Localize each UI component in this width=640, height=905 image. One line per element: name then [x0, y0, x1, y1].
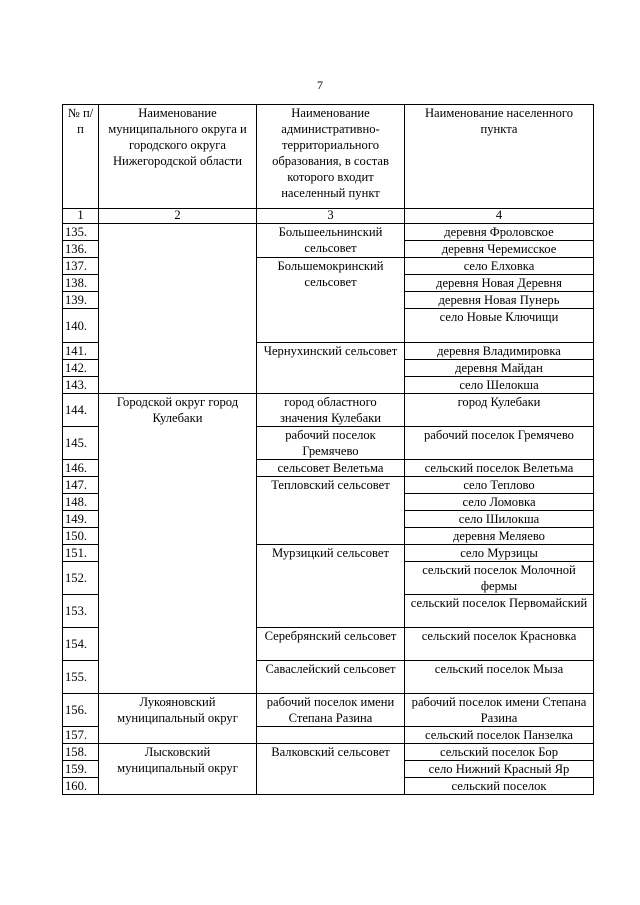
header-settlement: Наименование населенного пункта	[405, 105, 594, 209]
row-number: 153.	[63, 595, 99, 628]
row-number: 152.	[63, 562, 99, 595]
row-number: 142.	[63, 360, 99, 377]
row-number: 146.	[63, 460, 99, 477]
settlement-cell: город Кулебаки	[405, 394, 594, 427]
settlement-cell: село Теплово	[405, 477, 594, 494]
table-row	[63, 224, 594, 241]
settlement-cell: село Мурзицы	[405, 545, 594, 562]
row-number: 136.	[63, 241, 99, 258]
page-number: 7	[317, 78, 323, 92]
row-number: 156.	[63, 694, 99, 727]
admin-unit-cell: сельсовет Велетьма	[257, 460, 405, 477]
column-number-3: 3	[257, 209, 405, 224]
settlement-cell: деревня Новая Пунерь	[405, 292, 594, 309]
settlement-cell: село Шилокша	[405, 511, 594, 528]
row-number: 137.	[63, 258, 99, 275]
row-number: 151.	[63, 545, 99, 562]
okrug-cell-continued	[99, 224, 257, 394]
admin-unit-cell: город областного значения Кулебаки	[257, 394, 405, 427]
settlement-cell: сельский поселок Молочной фермы	[405, 562, 594, 595]
settlement-cell: деревня Фроловское	[405, 224, 594, 241]
admin-unit-cell: рабочий поселок Гремячево	[257, 427, 405, 460]
admin-unit-cell: Валковский сельсовет	[257, 744, 405, 795]
settlement-cell: сельский поселок	[405, 778, 594, 795]
settlement-cell: рабочий поселок имени Степана Разина	[405, 694, 594, 727]
settlement-cell: деревня Майдан	[405, 360, 594, 377]
row-number: 149.	[63, 511, 99, 528]
admin-unit-cell: Серебрянский сельсовет	[257, 628, 405, 661]
header-number: № п/п	[63, 105, 99, 209]
settlement-cell: деревня Меляево	[405, 528, 594, 545]
row-number: 155.	[63, 661, 99, 694]
header-okrug: Наименование муниципального округа и городского округа Нижегородской области	[99, 105, 257, 209]
row-number: 139.	[63, 292, 99, 309]
settlement-cell: сельский поселок Бор	[405, 744, 594, 761]
settlement-cell: сельский поселок Первомайский	[405, 595, 594, 628]
table-row	[63, 394, 594, 427]
settlement-cell: село Новые Ключищи	[405, 309, 594, 343]
row-number: 154.	[63, 628, 99, 661]
row-number: 135.	[63, 224, 99, 241]
row-number: 138.	[63, 275, 99, 292]
row-number: 160.	[63, 778, 99, 795]
table-header-row	[63, 105, 594, 209]
row-number: 144.	[63, 394, 99, 427]
okrug-cell: Лукояновский муниципальный округ	[99, 694, 257, 744]
admin-unit-cell: Мурзицкий сельсовет	[257, 545, 405, 628]
settlement-cell: сельский поселок Панзелка	[405, 727, 594, 744]
settlement-cell: сельский поселок Мыза	[405, 661, 594, 694]
row-number: 143.	[63, 377, 99, 394]
settlements-table	[62, 104, 594, 795]
row-number: 148.	[63, 494, 99, 511]
settlement-cell: село Нижний Красный Яр	[405, 761, 594, 778]
settlement-cell: деревня Владимировка	[405, 343, 594, 360]
settlement-cell: село Елховка	[405, 258, 594, 275]
okrug-cell: Лысковский муниципальный округ	[99, 744, 257, 795]
row-number: 158.	[63, 744, 99, 761]
table-row	[63, 744, 594, 761]
admin-unit-cell: Чернухинский сельсовет	[257, 343, 405, 394]
row-number: 159.	[63, 761, 99, 778]
settlement-cell: село Ломовка	[405, 494, 594, 511]
admin-unit-cell-empty	[257, 727, 405, 744]
settlement-cell: сельский поселок Велетьма	[405, 460, 594, 477]
settlement-cell: село Шелокша	[405, 377, 594, 394]
admin-unit-cell: Саваслейский сельсовет	[257, 661, 405, 694]
row-number: 141.	[63, 343, 99, 360]
okrug-cell: Городской округ город Кулебаки	[99, 394, 257, 694]
header-admin-unit: Наименование административно-территориального образования, в состав которого входит населенный пункт	[257, 105, 405, 209]
admin-unit-cell: Тепловский сельсовет	[257, 477, 405, 545]
admin-unit-cell: Большемокринский сельсовет	[257, 258, 405, 343]
row-number: 140.	[63, 309, 99, 343]
settlement-cell: деревня Черемисское	[405, 241, 594, 258]
settlement-cell: сельский поселок Красновка	[405, 628, 594, 661]
settlement-cell: деревня Новая Деревня	[405, 275, 594, 292]
column-number-2: 2	[99, 209, 257, 224]
column-numbers-row	[63, 209, 594, 224]
settlement-cell: рабочий поселок Гремячево	[405, 427, 594, 460]
column-number-4: 4	[405, 209, 594, 224]
table-row	[63, 694, 594, 727]
row-number: 147.	[63, 477, 99, 494]
row-number: 157.	[63, 727, 99, 744]
row-number: 150.	[63, 528, 99, 545]
admin-unit-cell: Большеельнинский сельсовет	[257, 224, 405, 258]
row-number: 145.	[63, 427, 99, 460]
column-number-1: 1	[63, 209, 99, 224]
admin-unit-cell: рабочий поселок имени Степана Разина	[257, 694, 405, 727]
